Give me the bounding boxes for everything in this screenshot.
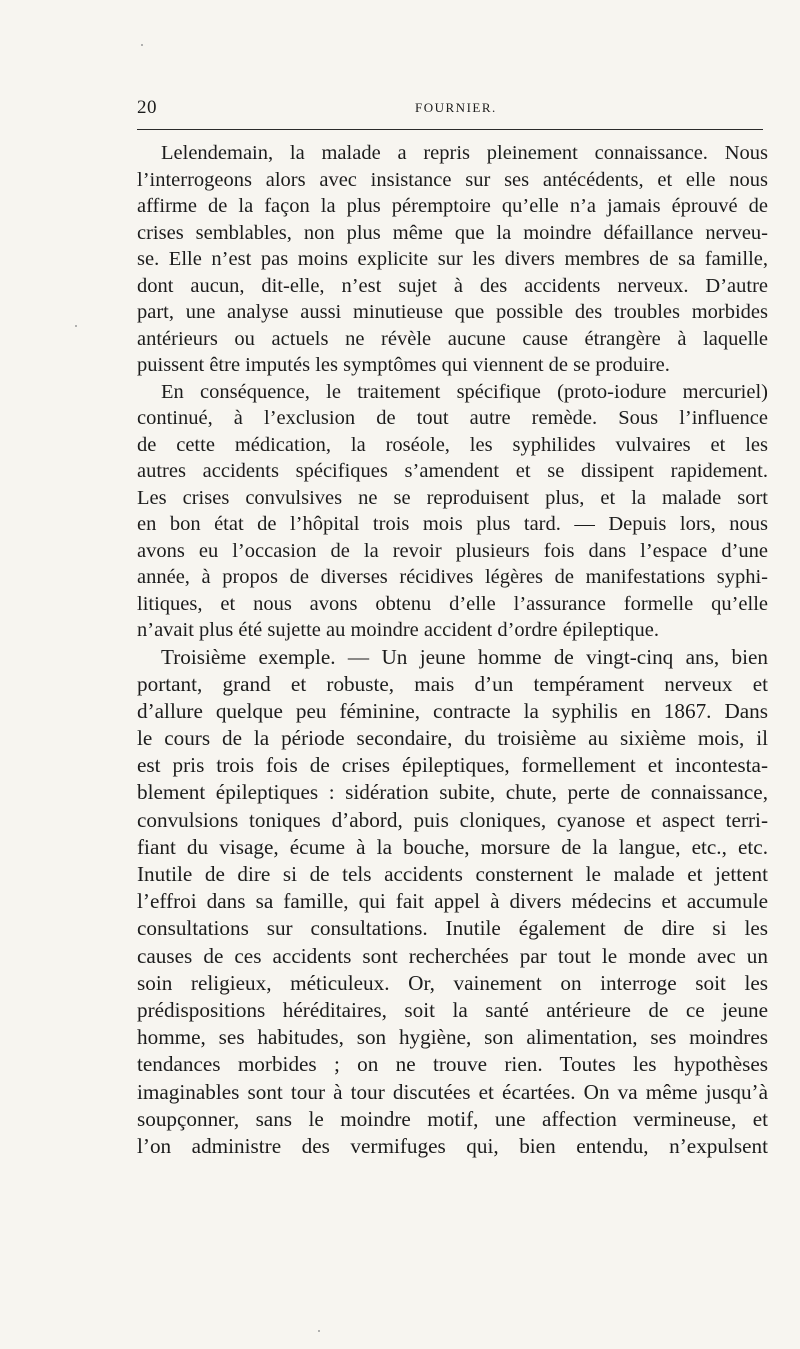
- text-line: puissent être imputés les symptômes qui viennent de se produire.: [137, 354, 670, 376]
- page-header: [137, 97, 763, 121]
- text-line: d’allure quelque peu féminine, contracte la syphilis en 1867. Dans: [137, 698, 768, 723]
- text-line: Les crises convulsives ne se reproduisent plus, et la malade sort: [137, 486, 768, 509]
- text-line: causes de ces accidents sont recherchées par tout le monde avec un: [137, 943, 768, 968]
- text-line: blement épileptiques : sidération subite, chute, perte de connaissance,: [137, 780, 768, 805]
- text-line: l’effroi dans sa famille, qui fait appel à divers médecins et accumule: [137, 889, 768, 914]
- body-text: [137, 140, 768, 1160]
- paper-speck: [141, 44, 143, 46]
- text-line: autres accidents spécifiques s’amendent et se dissipent rapidement.: [137, 460, 768, 482]
- text-line: est pris trois fois de crises épileptiques, formellement et incontesta-: [137, 753, 768, 778]
- header-rule: [137, 129, 763, 130]
- text-line: année, à propos de diverses récidives légères de manifestations syphi-: [137, 566, 768, 588]
- text-line: prédispositions héréditaires, soit la santé antérieure de ce jeune: [137, 997, 768, 1022]
- text-line: Troisième exemple. — Un jeune homme de vingt-cinq ans, bien: [161, 644, 768, 669]
- text-line: l’interrogeons alors avec insistance sur ses antécédents, et elle nous: [137, 168, 768, 191]
- text-line: avons eu l’occasion de la revoir plusieurs fois dans l’espace d’une: [137, 539, 768, 562]
- text-line: affirme de la façon la plus péremptoire qu’elle n’a jamais éprouvé de: [137, 195, 768, 217]
- paper-speck: [75, 325, 77, 327]
- text-line: part, une analyse aussi minutieuse que possible des troubles morbides: [137, 301, 768, 323]
- text-line: consultations sur consultations. Inutile également de dire si les: [137, 916, 768, 941]
- text-line: litiques, et nous avons obtenu d’elle l’assurance formelle qu’elle: [137, 592, 768, 615]
- text-line: homme, ses habitudes, son hygiène, son alimentation, ses moindres: [137, 1025, 768, 1050]
- text-line: de cette médication, la roséole, les syphilides vulvaires et les: [137, 433, 768, 456]
- text-line: en bon état de l’hôpital trois mois plus tard. — Depuis lors, nous: [137, 513, 768, 535]
- text-line: n’avait plus été sujette au moindre accident d’ordre épileptique.: [137, 619, 659, 641]
- text-line: dont aucun, dit-elle, n’est sujet à des accidents nerveux. D’autre: [137, 274, 768, 297]
- text-line: En conséquence, le traitement spécifique (proto-iodure mercuriel): [161, 380, 768, 403]
- text-line: imaginables sont tour à tour discutées et écartées. On va même jusqu’à: [137, 1079, 768, 1104]
- text-line: antérieurs ou actuels ne révèle aucune cause étrangère à laquelle: [137, 327, 768, 350]
- paper-speck: [318, 1330, 320, 1332]
- text-line: fiant du visage, écume à la bouche, morsure de la langue, etc., etc.: [137, 834, 768, 859]
- text-line: crises semblables, non plus même que la moindre défaillance nerveu-: [137, 221, 768, 244]
- text-line: Inutile de dire si de tels accidents consternent le malade et jettent: [137, 862, 768, 886]
- text-line: continué, à l’exclusion de tout autre remède. Sous l’influence: [137, 407, 768, 429]
- text-line: convulsions toniques d’abord, puis cloniques, cyanose et aspect terri-: [137, 807, 768, 832]
- text-line: portant, grand et robuste, mais d’un tempérament nerveux et: [137, 671, 768, 696]
- text-line: soupçonner, sans le moindre motif, une affection vermineuse, et: [137, 1106, 768, 1131]
- text-line: Lelendemain, la malade a repris pleinement connaissance. Nous: [161, 142, 768, 164]
- text-line: le cours de la période secondaire, du troisième au sixième mois, il: [137, 726, 768, 751]
- running-head: FOURNIER.: [415, 100, 497, 115]
- page-number: 20: [137, 97, 157, 118]
- text-line: l’on administre des vermifuges qui, bien entendu, n’expulsent: [137, 1133, 768, 1158]
- text-line: se. Elle n’est pas moins explicite sur les divers membres de sa famille,: [137, 248, 768, 270]
- text-line: tendances morbides ; on ne trouve rien. Toutes les hypothèses: [137, 1052, 768, 1077]
- text-line: soin religieux, méticuleux. Or, vainement on interroge soit les: [137, 970, 768, 995]
